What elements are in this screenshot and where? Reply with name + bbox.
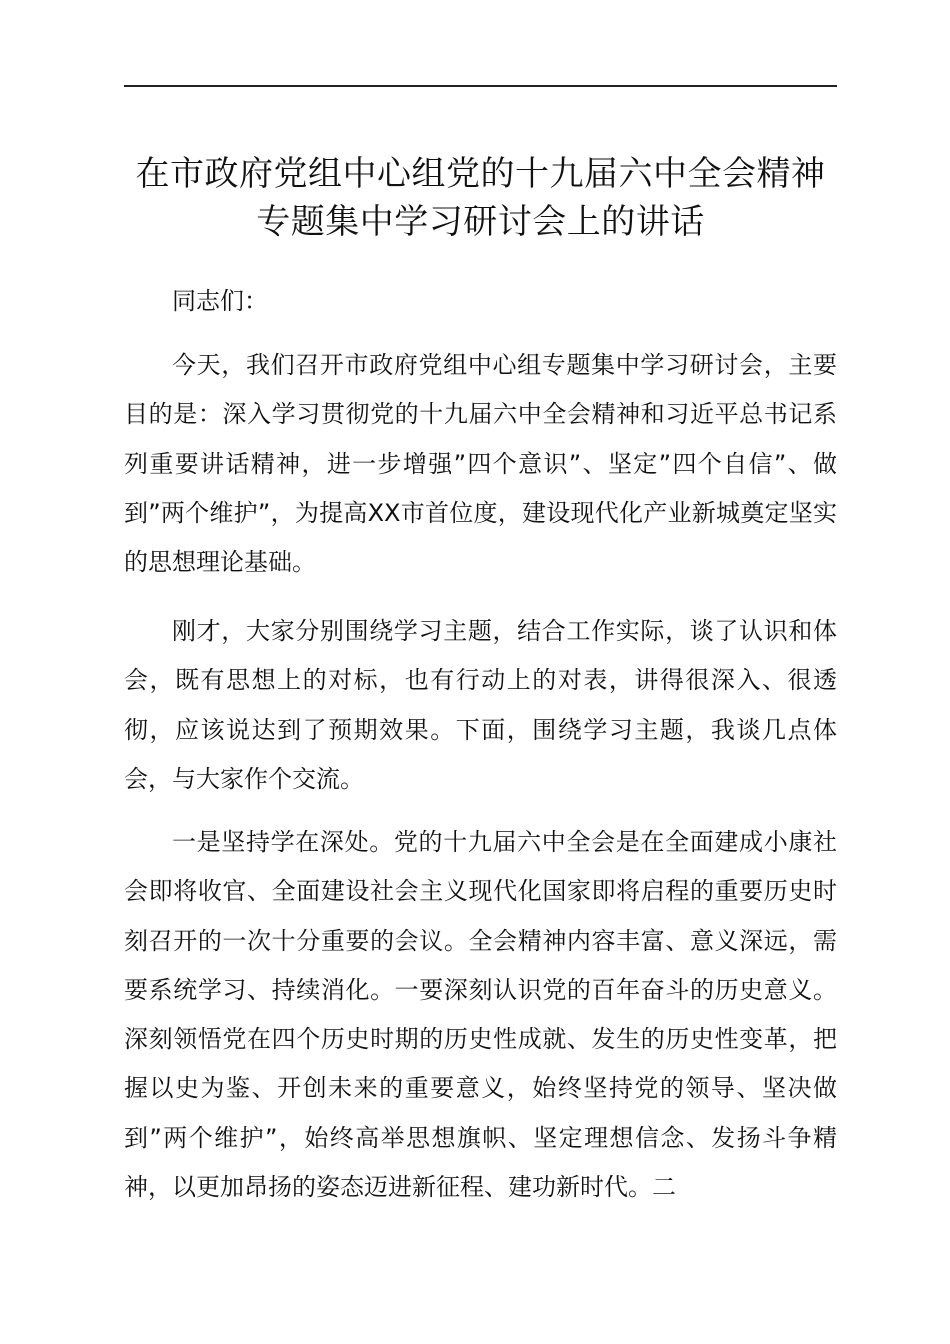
paragraph-1: 今天，我们召开市政府党组中心组专题集中学习研讨会，主要目的是：深入学习贯彻党的十九届六中全会精神和习近平总书记系列重要讲话精神，进一步增强”四个意识”、坚定”四个自信”、做到”两个维护”，为提高XX市首位度，建设现代化产业新城奠定坚实的思想理论基础。: [124, 351, 837, 577]
header-divider: [124, 85, 837, 87]
paragraph-3: 一是坚持学在深处。党的十九届六中全会是在全面建成小康社会即将收官、全面建设社会主义现代化国家即将启程的重要历史时刻召开的一次十分重要的会议。全会精神内容丰富、意义深远，需要系统学习、持续消化。一要深刻认识党的百年奋斗的历史意义。深刻领悟党在四个历史时期的历史性成就、发生的历史性变革，把握以史为鉴、开创未来的重要意义，始终坚持党的领导、坚决做到”两个维护”，始终高举思想旗帜、坚定理想信念、发扬斗争精神，以更加昂扬的姿态迈进新征程、建功新时代。二: [124, 828, 837, 1202]
document-title: [110, 150, 851, 246]
title-line-1: 在市政府党组中心组党的十九届六中全会精神: [135, 154, 826, 194]
title-line-2: 专题集中学习研讨会上的讲话: [256, 202, 705, 242]
paragraph-2: 刚才，大家分别围绕学习主题，结合工作实际，谈了认识和体会，既有思想上的对标，也有行动上的对表，讲得很深入、很透彻，应该说达到了预期效果。下面，围绕学习主题，我谈几点体会，与大家作个交流。: [124, 617, 837, 793]
salutation: 同志们：: [172, 287, 268, 315]
